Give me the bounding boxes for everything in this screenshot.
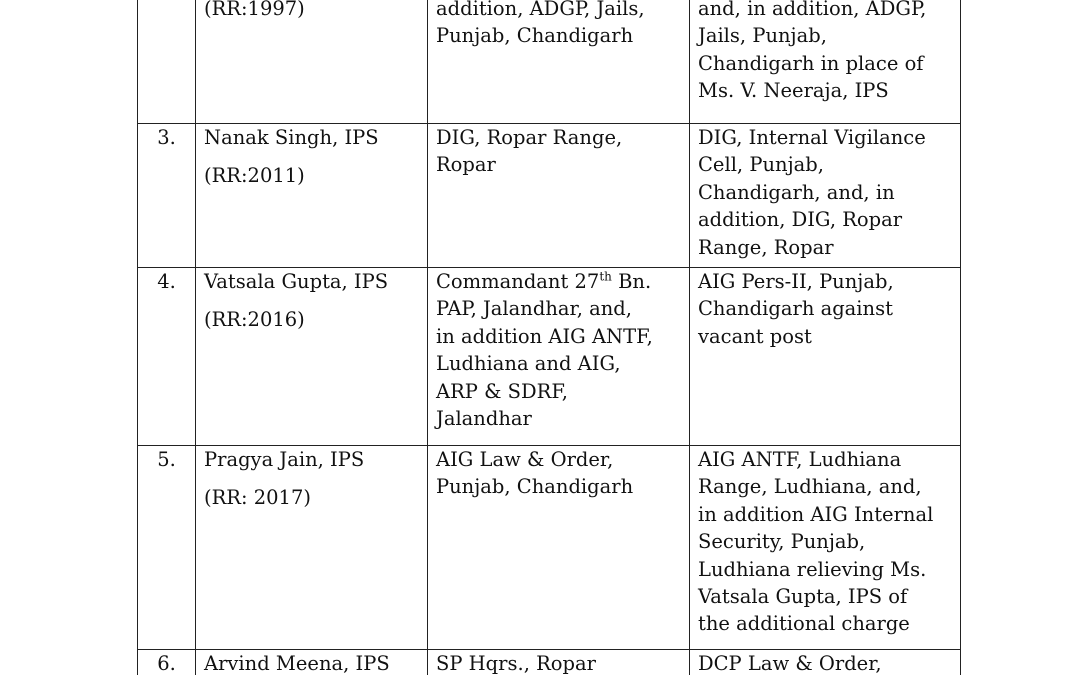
table-row bbox=[138, 124, 961, 268]
table-row bbox=[138, 446, 961, 650]
table-row bbox=[138, 650, 961, 675]
postings-table bbox=[137, 0, 961, 675]
officer-cell bbox=[196, 650, 428, 675]
serial-number-cell bbox=[138, 650, 196, 675]
officer-name: Arvind Meena, IPS bbox=[204, 652, 390, 675]
officer-cell bbox=[196, 446, 428, 650]
table-row bbox=[138, 268, 961, 446]
new-posting-cell bbox=[690, 650, 961, 675]
present-posting-suffix: Bn. bbox=[611, 270, 652, 293]
serial-number: 3. bbox=[157, 126, 176, 149]
serial-number: 5. bbox=[157, 448, 176, 471]
new-posting: DCP Law & Order, bbox=[698, 652, 882, 675]
present-posting-prefix: Commandant 27 bbox=[436, 270, 600, 293]
officer-batch: (RR:2016) bbox=[204, 308, 305, 332]
new-posting-cell bbox=[690, 446, 961, 650]
present-posting-cell bbox=[428, 268, 690, 446]
present-posting: AIG Law & Order, Punjab, Chandigarh bbox=[436, 448, 634, 499]
new-posting: and, in addition, ADGP, Jails, Punjab, Chandigarh in place of Ms. V. Neeraja, IPS bbox=[698, 0, 927, 103]
new-posting-cell bbox=[690, 0, 961, 124]
new-posting: AIG Pers-II, Punjab, Chandigarh against vacant post bbox=[698, 270, 894, 348]
serial-number-cell bbox=[138, 446, 196, 650]
present-posting: PAP, Jalandhar, and, in addition AIG ANTF, Ludhiana and AIG, ARP & SDRF, Jalandhar bbox=[436, 297, 653, 431]
officer-cell bbox=[196, 124, 428, 268]
ordinal-suffix: th bbox=[599, 269, 612, 284]
present-posting: DIG, Ropar Range, Ropar bbox=[436, 126, 623, 177]
present-posting-first-line bbox=[436, 268, 681, 295]
new-posting-cell bbox=[690, 124, 961, 268]
present-posting-cell bbox=[428, 446, 690, 650]
officer-batch: (RR:1997) bbox=[204, 0, 305, 20]
present-posting-cell bbox=[428, 650, 690, 675]
new-posting: AIG ANTF, Ludhiana Range, Ludhiana, and, in addition AIG Internal Security, Punjab, Ludhiana relieving Ms. Vatsala Gupta, IPS of the additional charge bbox=[698, 448, 934, 636]
serial-number-cell bbox=[138, 124, 196, 268]
serial-number: 6. bbox=[157, 652, 176, 675]
officer-batch: (RR: 2017) bbox=[204, 486, 311, 510]
new-posting-cell bbox=[690, 268, 961, 446]
officer-name: Pragya Jain, IPS bbox=[204, 448, 365, 471]
officer-cell bbox=[196, 0, 428, 124]
present-posting: SP Hqrs., Ropar bbox=[436, 652, 596, 675]
serial-number-cell bbox=[138, 0, 196, 124]
present-posting-cell bbox=[428, 0, 690, 124]
officer-cell bbox=[196, 268, 428, 446]
officer-name: Nanak Singh, IPS bbox=[204, 126, 379, 149]
table-row bbox=[138, 0, 961, 124]
present-posting-cell bbox=[428, 124, 690, 268]
officer-name: Vatsala Gupta, IPS bbox=[204, 270, 389, 293]
serial-number: 4. bbox=[157, 270, 176, 293]
new-posting: DIG, Internal Vigilance Cell, Punjab, Chandigarh, and, in addition, DIG, Ropar Range, Ropar bbox=[698, 126, 926, 259]
serial-number-cell bbox=[138, 268, 196, 446]
present-posting: addition, ADGP, Jails, Punjab, Chandigarh bbox=[436, 0, 645, 48]
officer-batch: (RR:2011) bbox=[204, 164, 305, 188]
